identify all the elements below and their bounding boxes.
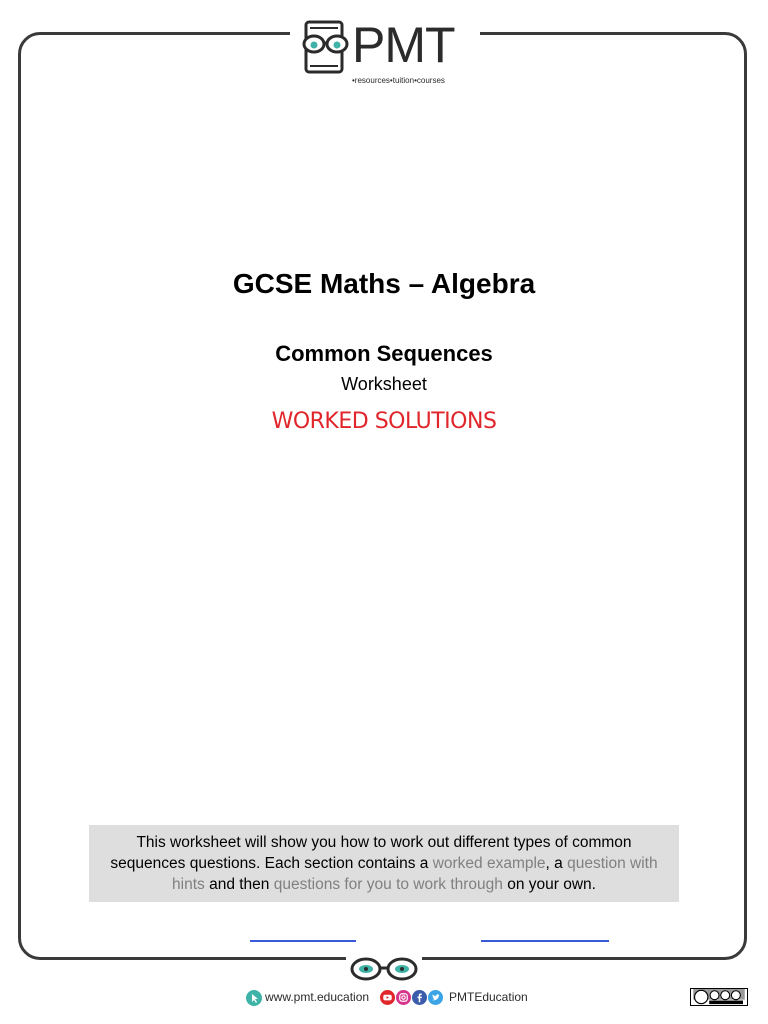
document-topic: Common Sequences xyxy=(275,341,493,366)
pmt-logo xyxy=(300,17,470,85)
worked-solutions-label: WORKED SOLUTIONS xyxy=(271,409,497,434)
intro-text: , a xyxy=(545,855,568,872)
cursor-icon xyxy=(246,990,262,1006)
logo-tagline: •resources•tuition•courses xyxy=(352,76,445,85)
page-border xyxy=(18,32,747,960)
link-underline-right[interactable] xyxy=(481,940,609,942)
glasses-icon xyxy=(350,956,418,982)
intro-text: This worksheet will show you how to work out different types of common sequences questions. Each section contains a xyxy=(110,834,632,872)
footer-website[interactable] xyxy=(246,987,369,1007)
link-underline-left[interactable] xyxy=(250,940,356,942)
footer-social[interactable] xyxy=(380,987,528,1007)
intro-text: on your own. xyxy=(502,876,596,893)
intro-highlight-worked-example: worked example xyxy=(432,855,546,872)
intro-text: and then xyxy=(204,876,274,893)
book-glasses-icon xyxy=(300,18,352,78)
intro-highlight-questions-to-work-through: questions for you to work through xyxy=(273,876,503,893)
creative-commons-icon[interactable] xyxy=(690,988,748,1006)
document-kind: Worksheet xyxy=(341,374,427,394)
document-title: GCSE Maths – Algebra xyxy=(232,268,536,299)
footer-social-text: PMTEducation xyxy=(449,990,528,1004)
logo-wordmark: PMT xyxy=(352,17,455,73)
instagram-icon xyxy=(396,990,411,1005)
intro-highlight-question-with-hints: question with hints xyxy=(172,855,658,893)
intro-box xyxy=(89,825,679,902)
facebook-icon xyxy=(412,990,427,1005)
footer-website-text: www.pmt.education xyxy=(265,990,370,1004)
twitter-icon xyxy=(428,990,443,1005)
youtube-icon xyxy=(380,990,395,1005)
